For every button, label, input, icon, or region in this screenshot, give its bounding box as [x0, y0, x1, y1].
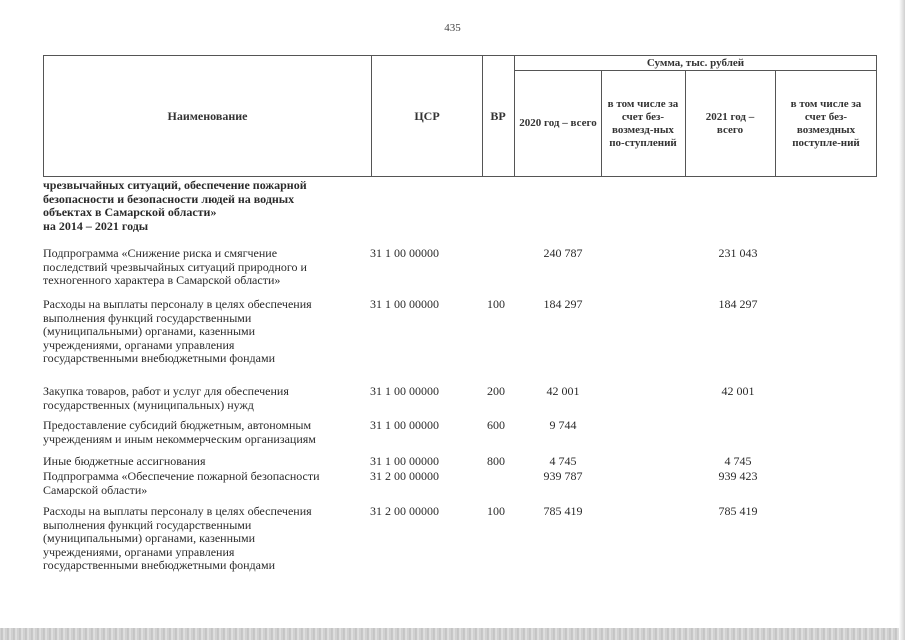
row-name-line: Подпрограмма «Обеспечение пожарной безопасности — [43, 469, 320, 483]
row-name-line: выполнения функций государственными — [43, 310, 252, 325]
row-name-line: (муниципальными) органами, казенными — [43, 324, 256, 338]
row-2021-total: 939 423 — [718, 469, 758, 483]
row-csr: 31 1 00 00000 — [370, 384, 439, 398]
row-name — [43, 505, 363, 573]
table-header — [43, 55, 877, 177]
header-name: Наименование — [167, 109, 248, 123]
row-csr: 31 2 00 00000 — [370, 504, 439, 518]
row-name-line: Иные бюджетные ассигнования — [43, 454, 206, 468]
row-name-line: учреждениям и иным некоммерческим организациям — [43, 431, 316, 446]
row-2021-total: 184 297 — [718, 297, 758, 311]
row-2020-total: 785 419 — [543, 504, 583, 518]
row-vr: 800 — [487, 454, 505, 468]
row-2020-total: 9 744 — [549, 418, 577, 432]
row-name-line: Закупка товаров, работ и услуг для обеспечения — [43, 384, 289, 398]
row-csr: 31 1 00 00000 — [370, 246, 439, 260]
row-vr: 600 — [487, 418, 505, 432]
scan-edge-shadow — [899, 0, 905, 640]
header-2020-free: в том числе за счет без-возмезд-ных по-ступлений — [607, 97, 679, 149]
row-name — [43, 298, 363, 366]
row-csr: 31 1 00 00000 — [370, 454, 439, 468]
program-title-line: чрезвычайных ситуаций, обеспечение пожарной — [43, 178, 307, 192]
program-title-line: объектах в Самарской области» — [43, 205, 217, 219]
row-2020-total: 42 001 — [546, 384, 580, 398]
page-number: 435 — [444, 22, 461, 34]
row-name-line: Самарской области» — [43, 482, 148, 497]
row-name — [43, 470, 373, 497]
row-name-line: последствий чрезвычайных ситуаций природного и — [43, 259, 307, 274]
row-name-line: Расходы на выплаты персоналу в целях обеспечения — [43, 297, 312, 311]
header-sum-group: Сумма, тыс. рублей — [646, 56, 745, 69]
row-name-line: Подпрограмма «Снижение риска и смягчение — [43, 246, 278, 260]
row-name — [43, 455, 363, 469]
header-2021-total: 2021 год – всего — [705, 110, 755, 136]
header-2020-total: 2020 год – всего — [519, 117, 597, 129]
row-name-line: техногенного характера в Самарской области» — [43, 273, 281, 287]
row-2020-total: 240 787 — [543, 246, 583, 260]
header-vr: ВР — [490, 109, 506, 123]
row-2021-total: 42 001 — [721, 384, 755, 398]
row-name — [43, 385, 363, 412]
row-vr: 100 — [487, 504, 505, 518]
header-csr: ЦСР — [414, 109, 440, 123]
program-title-line: безопасности и безопасности людей на водных — [43, 191, 295, 206]
row-name-line: учреждениями, органами управления — [43, 544, 235, 559]
row-csr: 31 1 00 00000 — [370, 297, 439, 311]
row-vr: 200 — [487, 384, 505, 398]
row-name-line: Предоставление субсидий бюджетным, автономным — [43, 418, 312, 432]
row-2021-total: 4 745 — [724, 454, 752, 468]
row-name-line: государственных (муниципальных) нужд — [43, 397, 254, 412]
row-csr: 31 2 00 00000 — [370, 469, 439, 483]
row-2021-total: 785 419 — [718, 504, 758, 518]
row-name-line: государственными внебюджетными фондами — [43, 351, 276, 365]
row-vr: 100 — [487, 297, 505, 311]
row-name — [43, 419, 363, 446]
row-name-line: учреждениями, органами управления — [43, 337, 235, 352]
row-name-line: (муниципальными) органами, казенными — [43, 531, 256, 545]
row-2021-total: 231 043 — [718, 246, 758, 260]
header-2021-free: в том числе за счет без-возмездных поступле-ний — [790, 97, 862, 149]
row-name-line: государственными внебюджетными фондами — [43, 558, 276, 572]
program-title-line: на 2014 – 2021 годы — [43, 218, 149, 233]
scan-edge-strip — [0, 628, 905, 640]
row-csr: 31 1 00 00000 — [370, 418, 439, 432]
row-2020-total: 4 745 — [549, 454, 577, 468]
row-2020-total: 939 787 — [543, 469, 583, 483]
row-name-line: выполнения функций государственными — [43, 517, 252, 532]
program-title-text — [43, 179, 373, 233]
row-name-line: Расходы на выплаты персоналу в целях обеспечения — [43, 504, 312, 518]
row-2020-total: 184 297 — [543, 297, 583, 311]
row-name — [43, 247, 363, 288]
